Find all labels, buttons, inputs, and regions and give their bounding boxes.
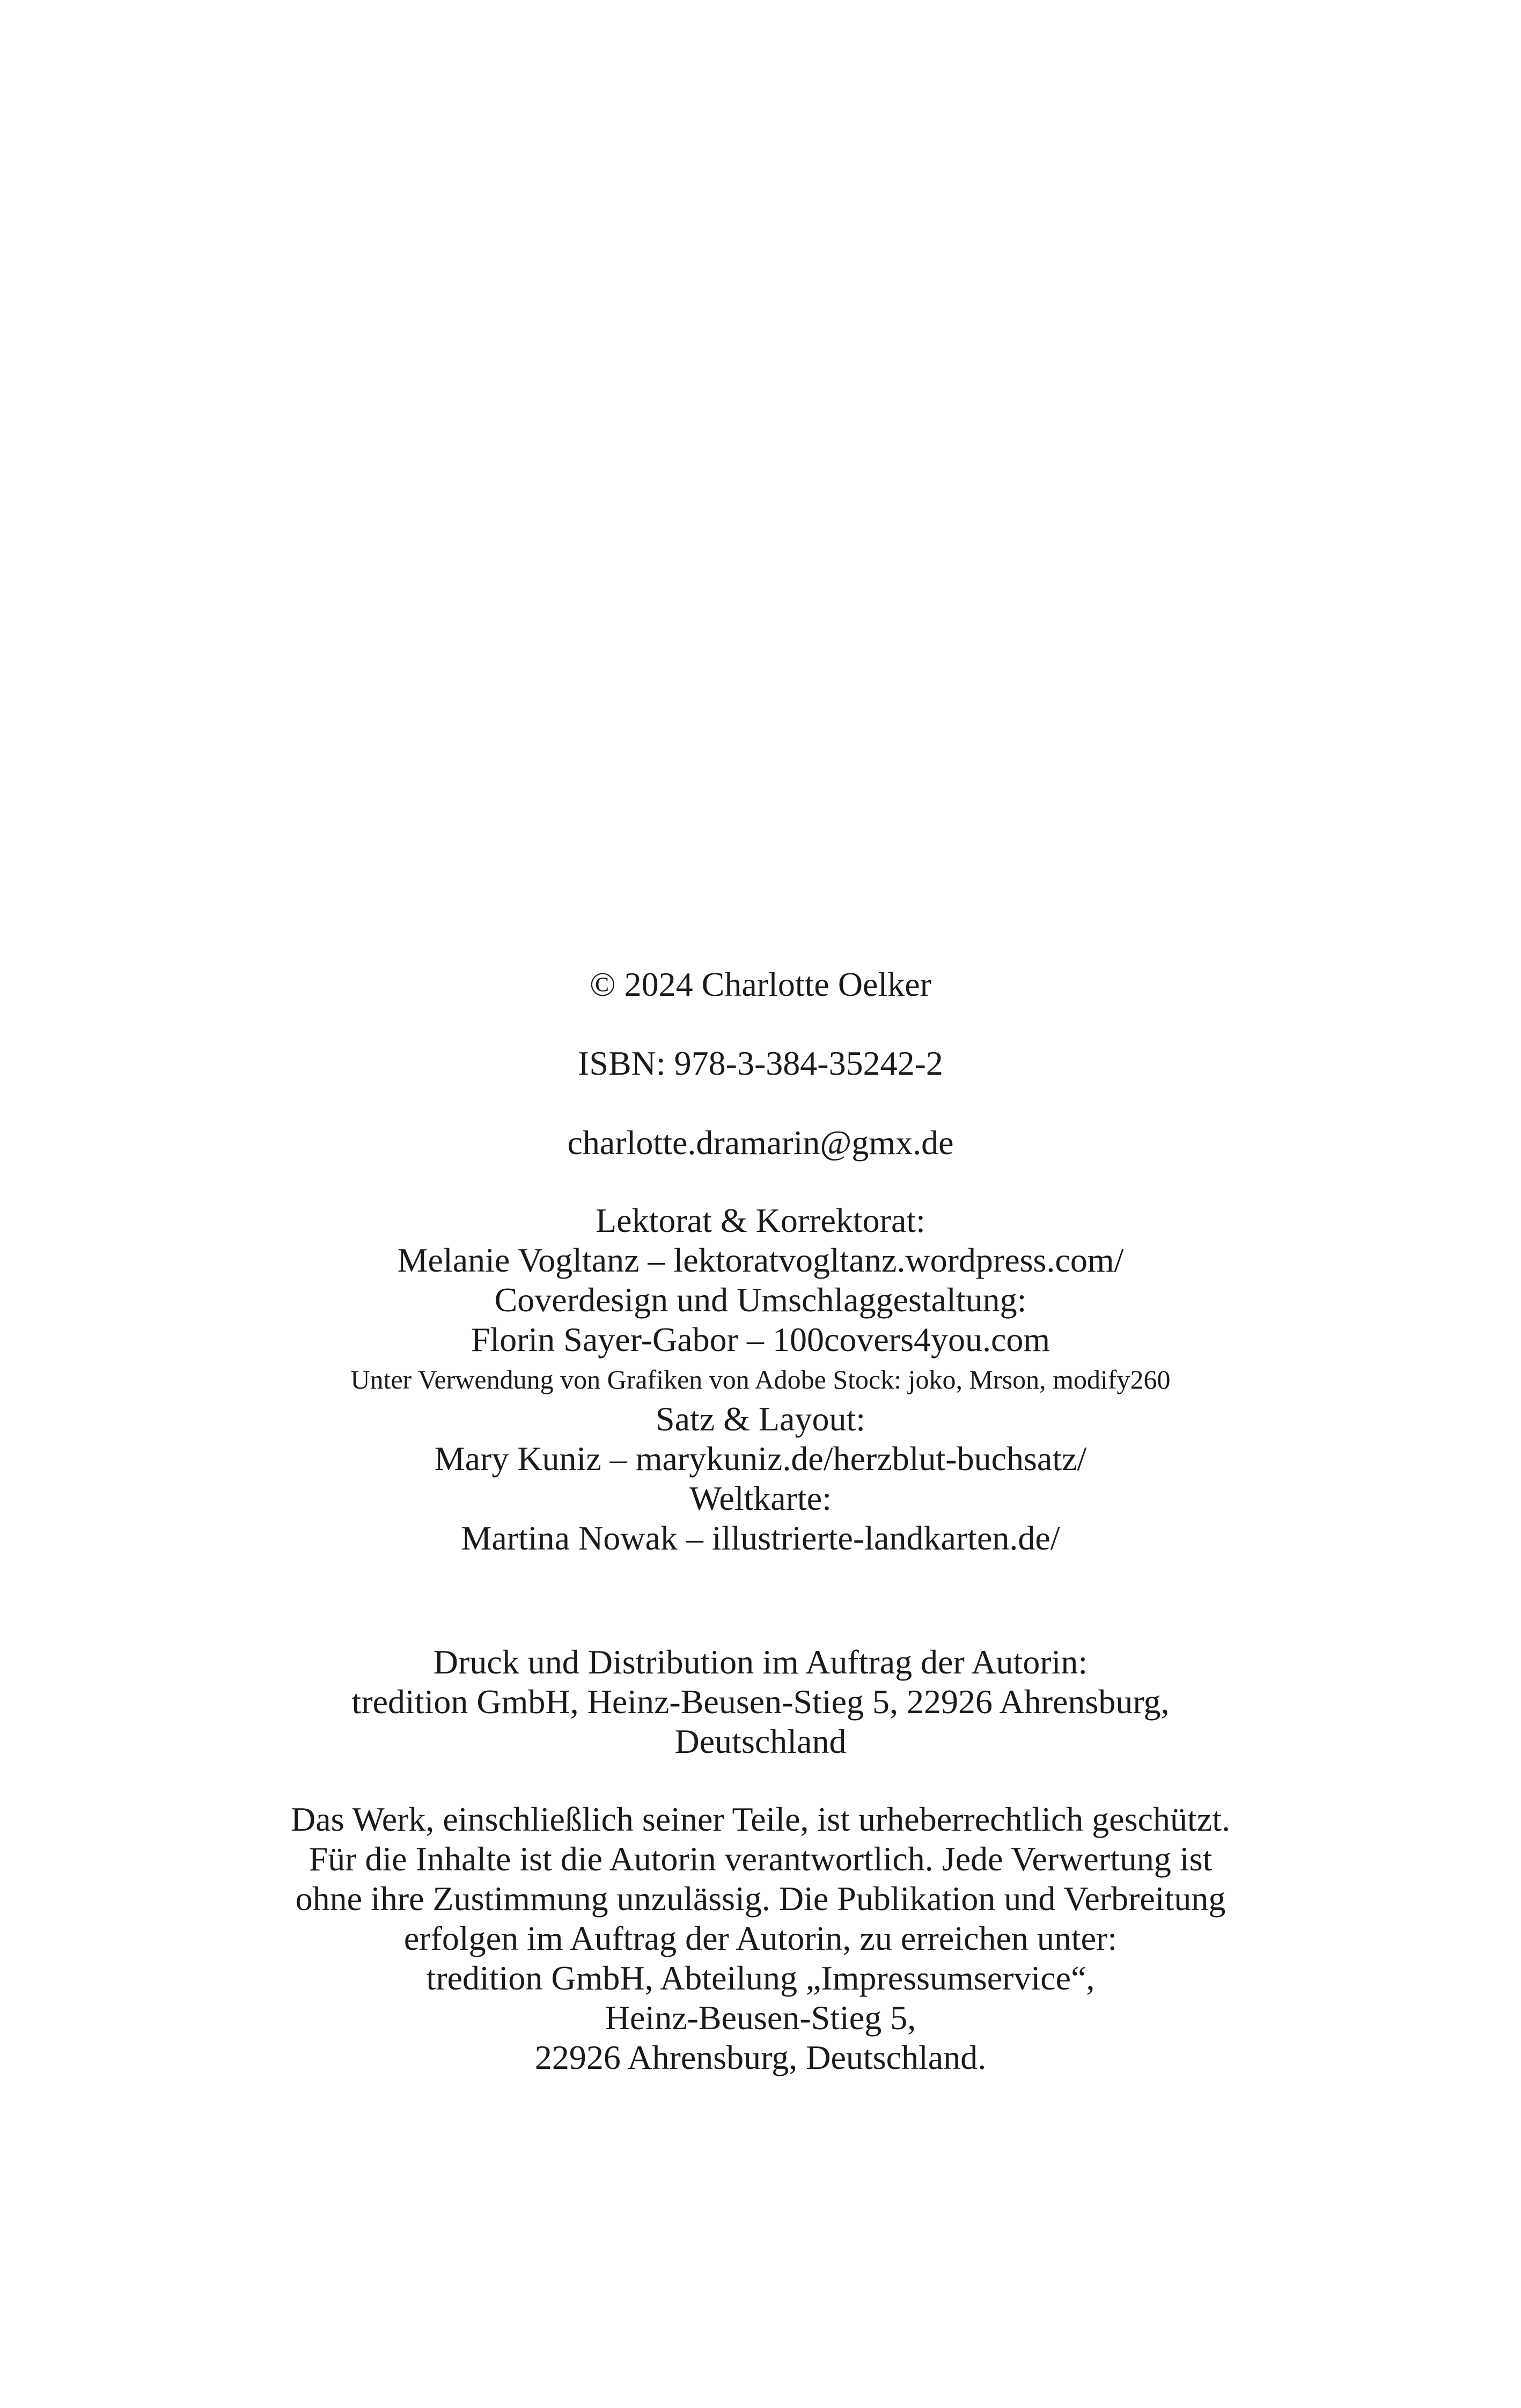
map-label: Weltkarte: (689, 1479, 832, 1517)
editing-label: Lektorat & Korrektorat: (596, 1201, 925, 1239)
author-email: charlotte.dramarin@gmx.de (567, 1124, 954, 1162)
cover-image-note: Unter Verwendung von Grafiken von Adobe Stock: joko, Mrson, modify260 (350, 1364, 1171, 1394)
print-line: tredition GmbH, Heinz-Beusen-Stieg 5, 22926 Ahrensburg, (351, 1683, 1170, 1721)
cover-credit: Florin Sayer-Gabor – 100covers4you.com (471, 1320, 1050, 1359)
copyright-line: © 2024 Charlotte Oelker (590, 965, 931, 1003)
cover-label: Coverdesign und Umschlaggestaltung: (494, 1281, 1027, 1319)
layout-label: Satz & Layout: (655, 1400, 866, 1438)
copyright-block (0, 965, 1521, 1004)
isbn-block (0, 1044, 1521, 1083)
legal-line: Das Werk, einschließlich seiner Teile, ist urheberrechtlich geschützt. (291, 1800, 1230, 1838)
print-line: Deutschland (674, 1722, 847, 1760)
legal-line: erfolgen im Auftrag der Autorin, zu erreichen unter: (403, 1919, 1118, 1957)
legal-line: Für die Inhalte ist die Autorin verantwortlich. Jede Verwertung ist (308, 1840, 1213, 1878)
layout-credit: Mary Kuniz – marykuniz.de/herzblut-buchsatz/ (434, 1440, 1087, 1478)
legal-line: ohne ihre Zustimmung unzulässig. Die Publikation und Verbreitung (295, 1880, 1226, 1918)
isbn-line: ISBN: 978-3-384-35242-2 (578, 1044, 943, 1082)
map-credit: Martina Nowak – illustrierte-landkarten.de/ (461, 1519, 1060, 1557)
legal-line: Heinz-Beusen-Stieg 5, (605, 1999, 916, 2037)
print-line: Druck und Distribution im Auftrag der Autorin: (433, 1643, 1088, 1681)
editing-credit: Melanie Vogltanz – lektoratvogltanz.wordpress.com/ (397, 1241, 1124, 1279)
legal-line: tredition GmbH, Abteilung „Impressumservice“, (426, 1959, 1095, 1997)
print-distribution-block (0, 1642, 1521, 1761)
legal-notice-block (0, 1800, 1521, 2077)
email-block (0, 1123, 1521, 1163)
credits-block (0, 1201, 1521, 1558)
legal-line: 22926 Ahrensburg, Deutschland. (534, 2038, 987, 2076)
